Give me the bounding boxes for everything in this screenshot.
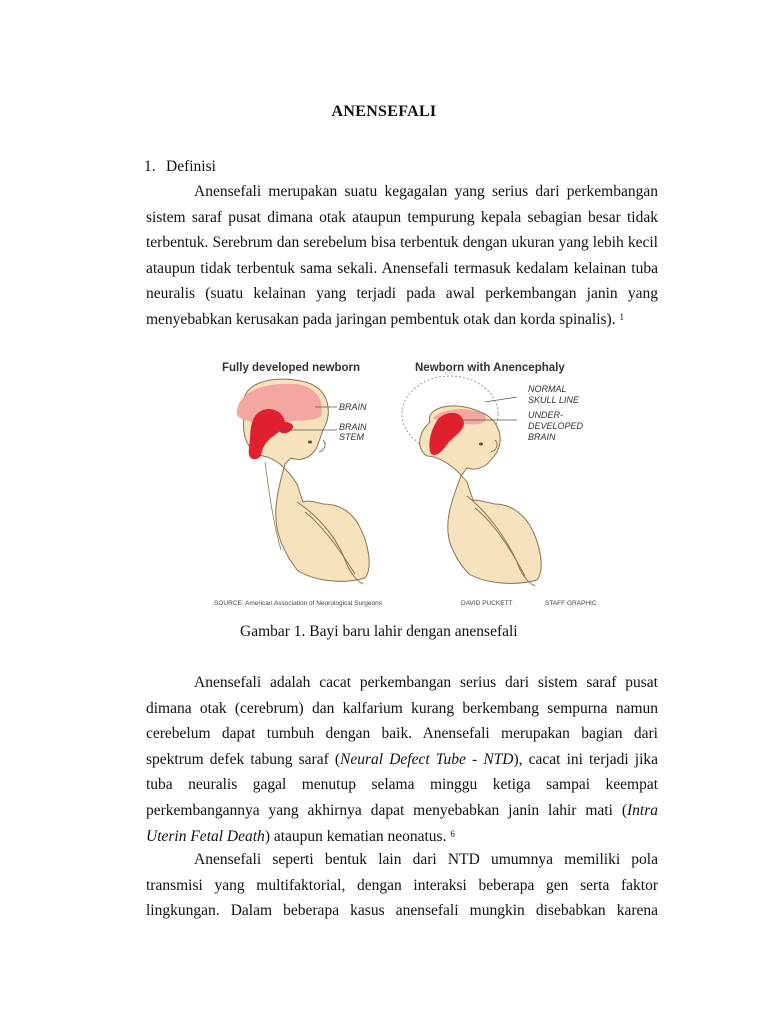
figure-credit-role: STAFF GRAPHIC <box>545 600 597 607</box>
paragraph-line <box>146 747 658 773</box>
label-brain-stem-line1: BRAIN <box>339 422 367 432</box>
label-underdeveloped-line3: BRAIN <box>528 432 556 442</box>
reference-superscript: 6 <box>450 828 455 839</box>
paragraph-text: menyebabkan kerusakan pada jaringan pembentuk otak dan korda spinalis). <box>146 310 616 328</box>
paragraph-line: transmisi yang multifaktorial, dengan interaksi beberapa gen serta faktor <box>146 876 658 894</box>
italic-term: Neural Defect Tube - NTD <box>340 750 514 768</box>
paragraph-line <box>146 307 658 333</box>
paragraph-line: cerebelum dapat tumbuh dengan baik. Anensefali merupakan bagian dari <box>146 725 658 743</box>
figure-left-title: Fully developed newborn <box>222 362 361 374</box>
label-underdeveloped-line2: DEVELOPED <box>528 421 584 431</box>
label-normal-skull-line1: NORMAL <box>528 384 567 394</box>
figure-source: SOURCE: American Association of Neurological Surgeons <box>214 600 382 607</box>
anencephaly-paragraph <box>146 670 658 849</box>
page-title: ANENSEFALI <box>331 103 437 120</box>
label-normal-skull-line2: SKULL LINE <box>528 395 579 405</box>
paragraph-line <box>146 824 658 850</box>
label-underdeveloped-line1: UNDER- <box>528 410 563 420</box>
paragraph-line: sistem saraf pusat dimana otak ataupun tempurung kepala sebagian besar tidak <box>146 208 658 226</box>
italic-term: Intra <box>627 801 658 819</box>
figure-credit-name: DAVID PUCKETT <box>461 600 513 607</box>
paragraph-line: terbentuk. Serebrum dan serebelum bisa terbentuk dengan ukuran yang lebih kecil <box>146 234 658 252</box>
paragraph-line <box>146 798 658 824</box>
section-title: Definisi <box>166 158 216 175</box>
paragraph-line: lingkungan. Dalam beberapa kasus anensefali mungkin disebabkan karena <box>146 902 658 920</box>
paragraph-line: Anensefali seperti bentuk lain dari NTD umumnya memiliki pola <box>194 851 658 868</box>
figure-right-title: Newborn with Anencephaly <box>415 362 565 374</box>
anencephaly-newborn-illustration <box>402 376 541 586</box>
figure-caption: Gambar 1. Bayi baru lahir dengan anensefali <box>240 623 518 640</box>
label-brain: BRAIN <box>339 402 367 412</box>
text-run: spektrum defek tabung saraf ( <box>146 750 341 768</box>
definition-paragraph <box>146 179 658 333</box>
reference-superscript: 1 <box>619 311 624 322</box>
paragraph-line: dimana otak (cerebrum) dan kalfarium kurang berkembang sempurna namun <box>146 699 658 717</box>
text-run: ) ataupun kematian neonatus. <box>264 827 447 845</box>
paragraph-line: Anensefali adalah cacat perkembangan serius dari sistem saraf pusat <box>194 674 658 691</box>
paragraph-line: neuralis (suatu kelainan yang terjadi pada awal perkembangan janin yang <box>146 285 658 303</box>
text-run: perkembangannya yang akhirnya dapat menyebabkan janin lahir mati ( <box>146 801 627 819</box>
label-brain-stem-line2: STEM <box>339 432 365 442</box>
paragraph-line: tuba neuralis gagal menutup selama minggu ketiga sampai keempat <box>146 776 658 794</box>
italic-term: Uterin Fetal Death <box>146 827 265 845</box>
section-heading <box>144 158 216 176</box>
anencephaly-figure <box>205 352 597 614</box>
paragraph-line: Anensefali merupakan suatu kegagalan yang serius dari perkembangan <box>194 183 658 200</box>
transmission-paragraph <box>146 847 658 924</box>
paragraph-line: ataupun tidak terbentuk sama sekali. Anensefali termasuk kedalam kelainan tuba <box>146 259 658 277</box>
section-number: 1. <box>144 158 156 175</box>
text-run: ), cacat ini terjadi jika <box>513 750 659 768</box>
